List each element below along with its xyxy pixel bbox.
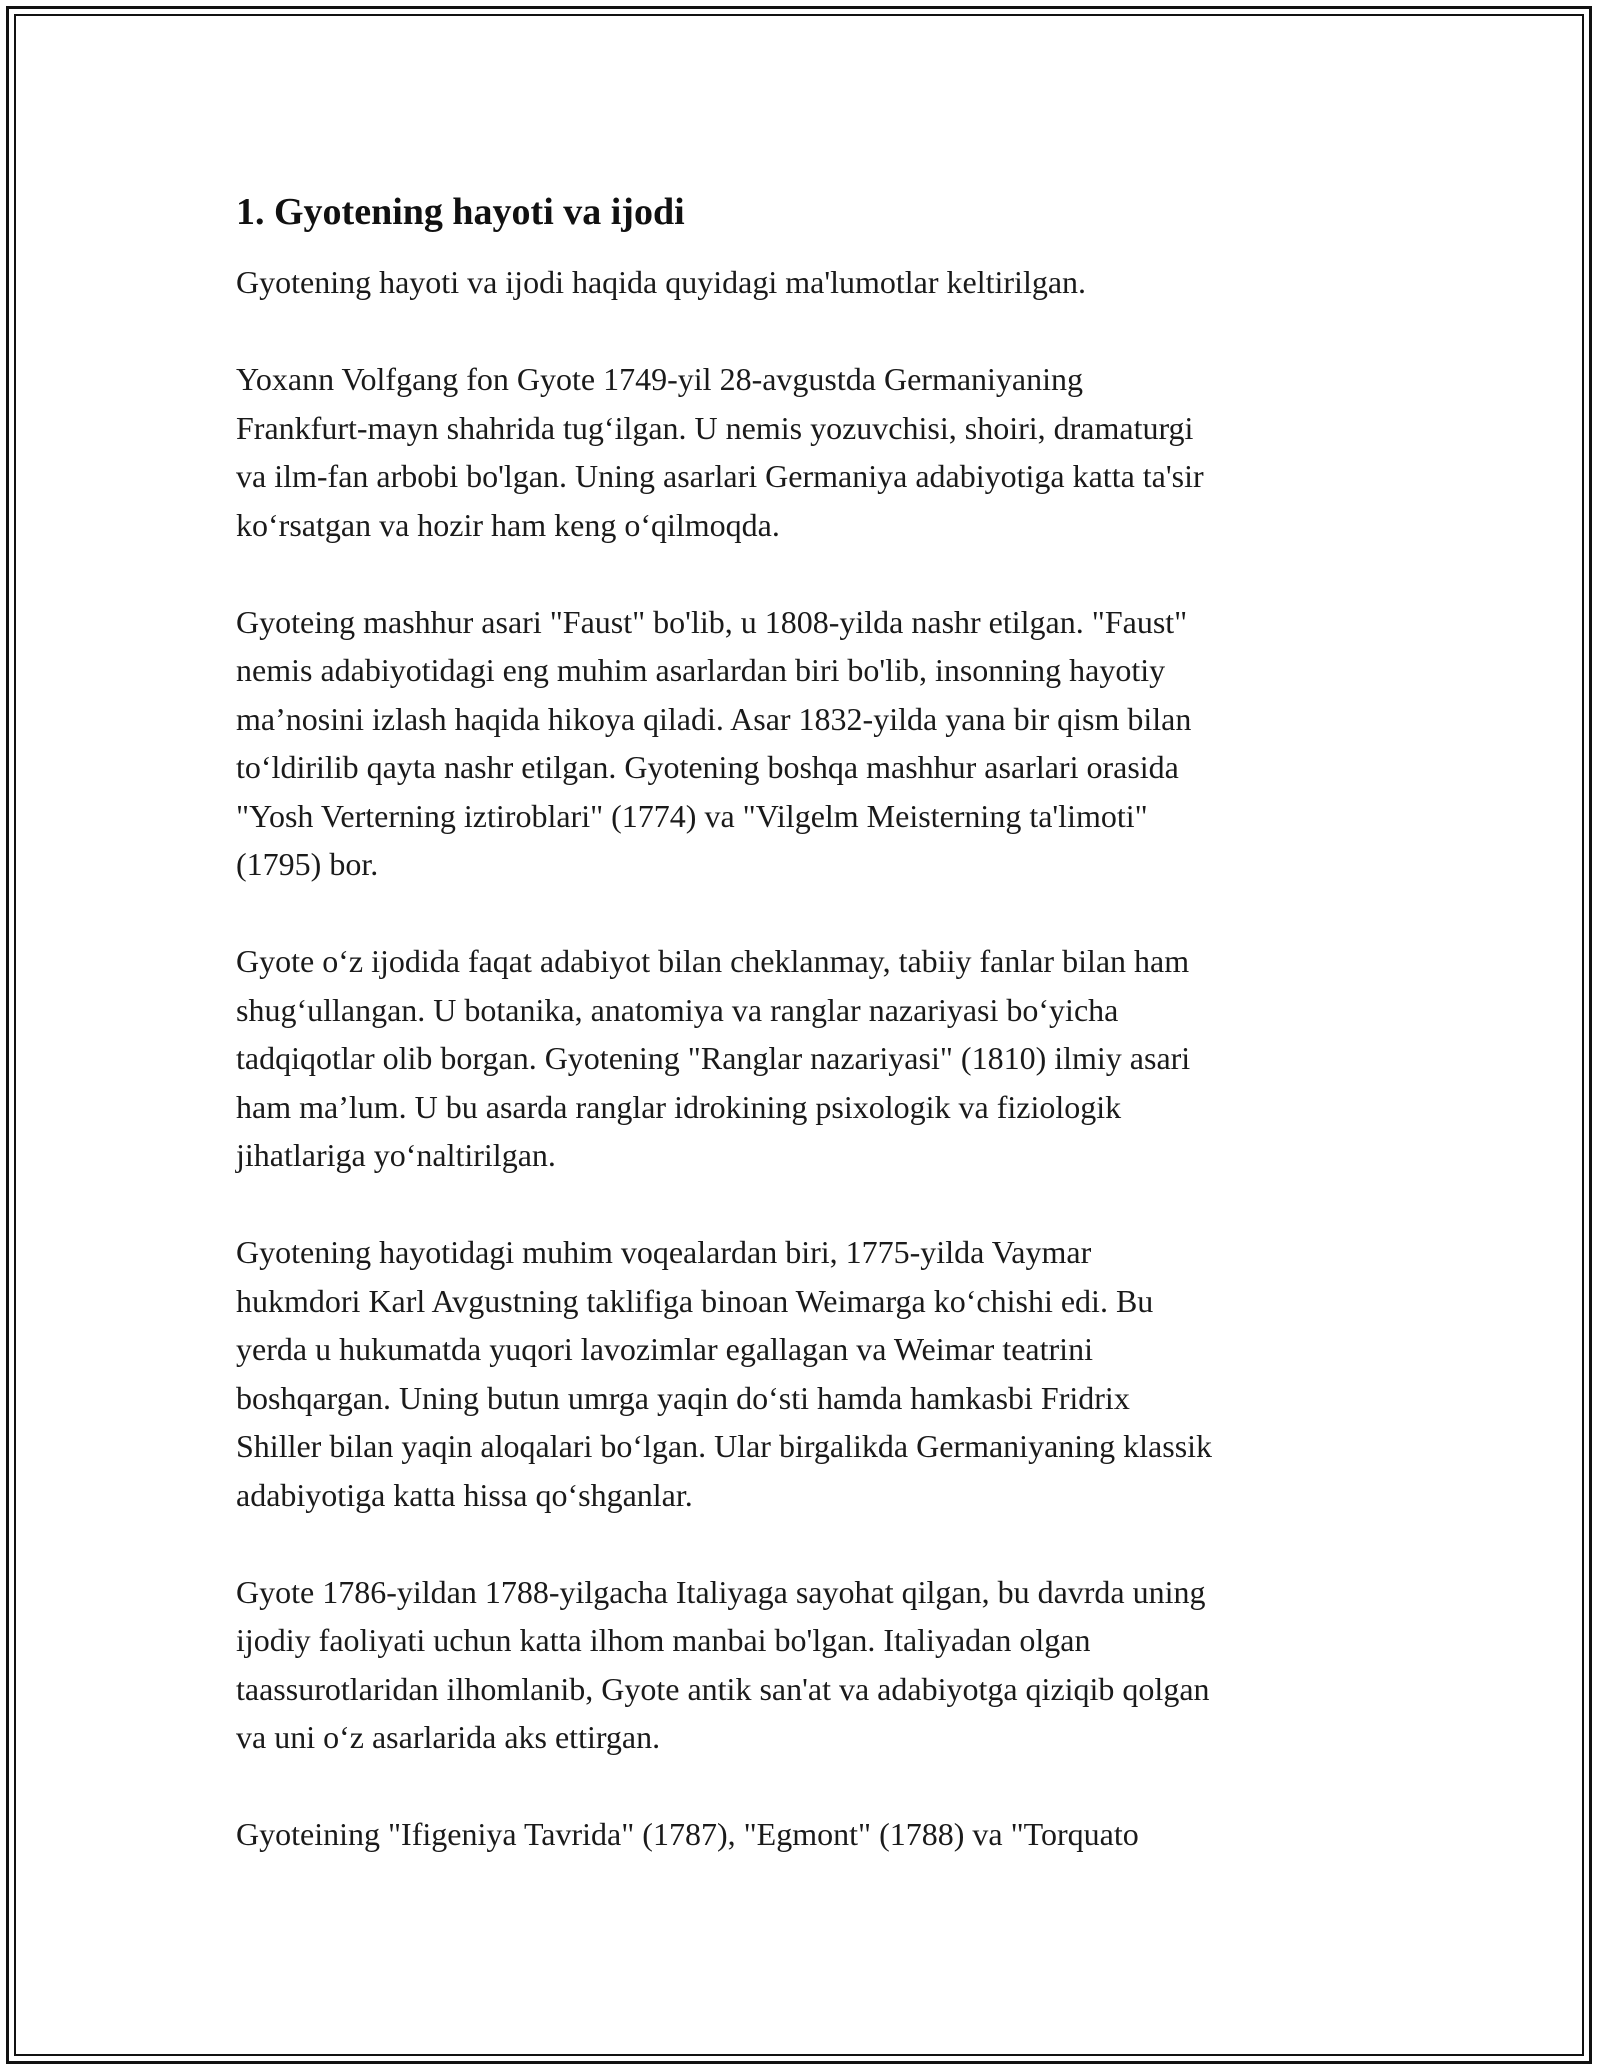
text-line: va uni o‘z asarlarida aks ettirgan. xyxy=(236,1719,661,1755)
document-body xyxy=(236,188,1366,1907)
paragraph-science xyxy=(236,937,1366,1180)
text-line: taassurotlaridan ilhomlanib, Gyote antik san'at va adabiyotga qiziqib qolgan xyxy=(236,1670,1210,1707)
text-line: Yoxann Volfgang fon Gyote 1749-yil 28-avgustda Germaniyaning xyxy=(236,361,1084,397)
paragraph-weimar xyxy=(236,1228,1366,1519)
text-line: to‘ldirilib qayta nashr etilgan. Gyotening boshqa mashhur asarlari orasida xyxy=(236,749,1179,785)
text-line: Gyote o‘z ijodida faqat adabiyot bilan cheklanmay, tabiiy fanlar bilan ham xyxy=(236,943,1190,979)
text-line: Gyoteing mashhur asari "Faust" bo'lib, u 1808-yilda nashr etilgan. "Faust" xyxy=(236,603,1188,640)
text-line: Gyote 1786-yildan 1788-yilgacha Italiyaga sayohat qilgan, bu davrda uning xyxy=(236,1573,1206,1610)
text-line: boshqargan. Uning butun umrga yaqin do‘sti hamda hamkasbi Fridrix xyxy=(236,1379,1130,1416)
text-line: shug‘ullangan. U botanika, anatomiya va ranglar nazariyasi bo‘yicha xyxy=(236,991,1119,1028)
paragraph-birth xyxy=(236,355,1366,549)
text-line: ma’nosini izlash haqida hikoya qiladi. Asar 1832-yilda yana bir qism bilan xyxy=(236,700,1192,737)
paragraph-faust xyxy=(236,598,1366,889)
text-line: adabiyotiga katta hissa qo‘shganlar. xyxy=(236,1476,693,1513)
text-line: (1795) bor. xyxy=(236,846,379,882)
text-line: Shiller bilan yaqin aloqalari bo‘lgan. Ular birgalikda Germaniyaning klassik xyxy=(236,1428,1213,1464)
text-line: yerda u hukumatda yuqori lavozimlar egallagan va Weimar teatrini xyxy=(236,1331,1093,1367)
paragraph-intro xyxy=(236,258,1366,307)
text-line: nemis adabiyotidagi eng muhim asarlardan biri bo'lib, insonning hayotiy xyxy=(236,652,1166,688)
text-line: Gyotening hayoti va ijodi haqida quyidagi ma'lumotlar keltirilgan. xyxy=(236,264,1087,300)
text-line: ko‘rsatgan va hozir ham keng o‘qilmoqda. xyxy=(236,506,780,543)
text-line: ijodiy faoliyati uchun katta ilhom manbai bo'lgan. Italiyadan olgan xyxy=(236,1622,1091,1658)
text-line: ham ma’lum. U bu asarda ranglar idrokining psixologik va fiziologik xyxy=(236,1088,1122,1125)
text-line: jihatlariga yo‘naltirilgan. xyxy=(236,1137,556,1173)
text-line: Gyotening hayotidagi muhim voqealardan biri, 1775-yilda Vaymar xyxy=(236,1234,1092,1270)
text-line: tadqiqotlar olib borgan. Gyotening "Ranglar nazariyasi" (1810) ilmiy asari xyxy=(236,1040,1191,1076)
text-line: va ilm-fan arbobi bo'lgan. Uning asarlari Germaniya adabiyotiga katta ta'sir xyxy=(236,458,1204,494)
text-line: Gyoteining "Ifigeniya Tavrida" (1787), "Egmont" (1788) va "Torquato xyxy=(236,1816,1139,1852)
paragraph-italy xyxy=(236,1568,1366,1762)
paragraph-works xyxy=(236,1810,1366,1859)
text-line: Frankfurt-mayn shahrida tug‘ilgan. U nemis yozuvchisi, shoiri, dramaturgi xyxy=(236,409,1194,446)
text-line: "Yosh Verterning iztiroblari" (1774) va "Vilgelm Meisterning ta'limoti" xyxy=(236,797,1148,834)
text-line: hukmdori Karl Avgustning taklifiga binoan Weimarga ko‘chishi edi. Bu xyxy=(236,1282,1154,1319)
section-heading: 1. Gyotening hayoti va ijodi xyxy=(236,191,685,233)
